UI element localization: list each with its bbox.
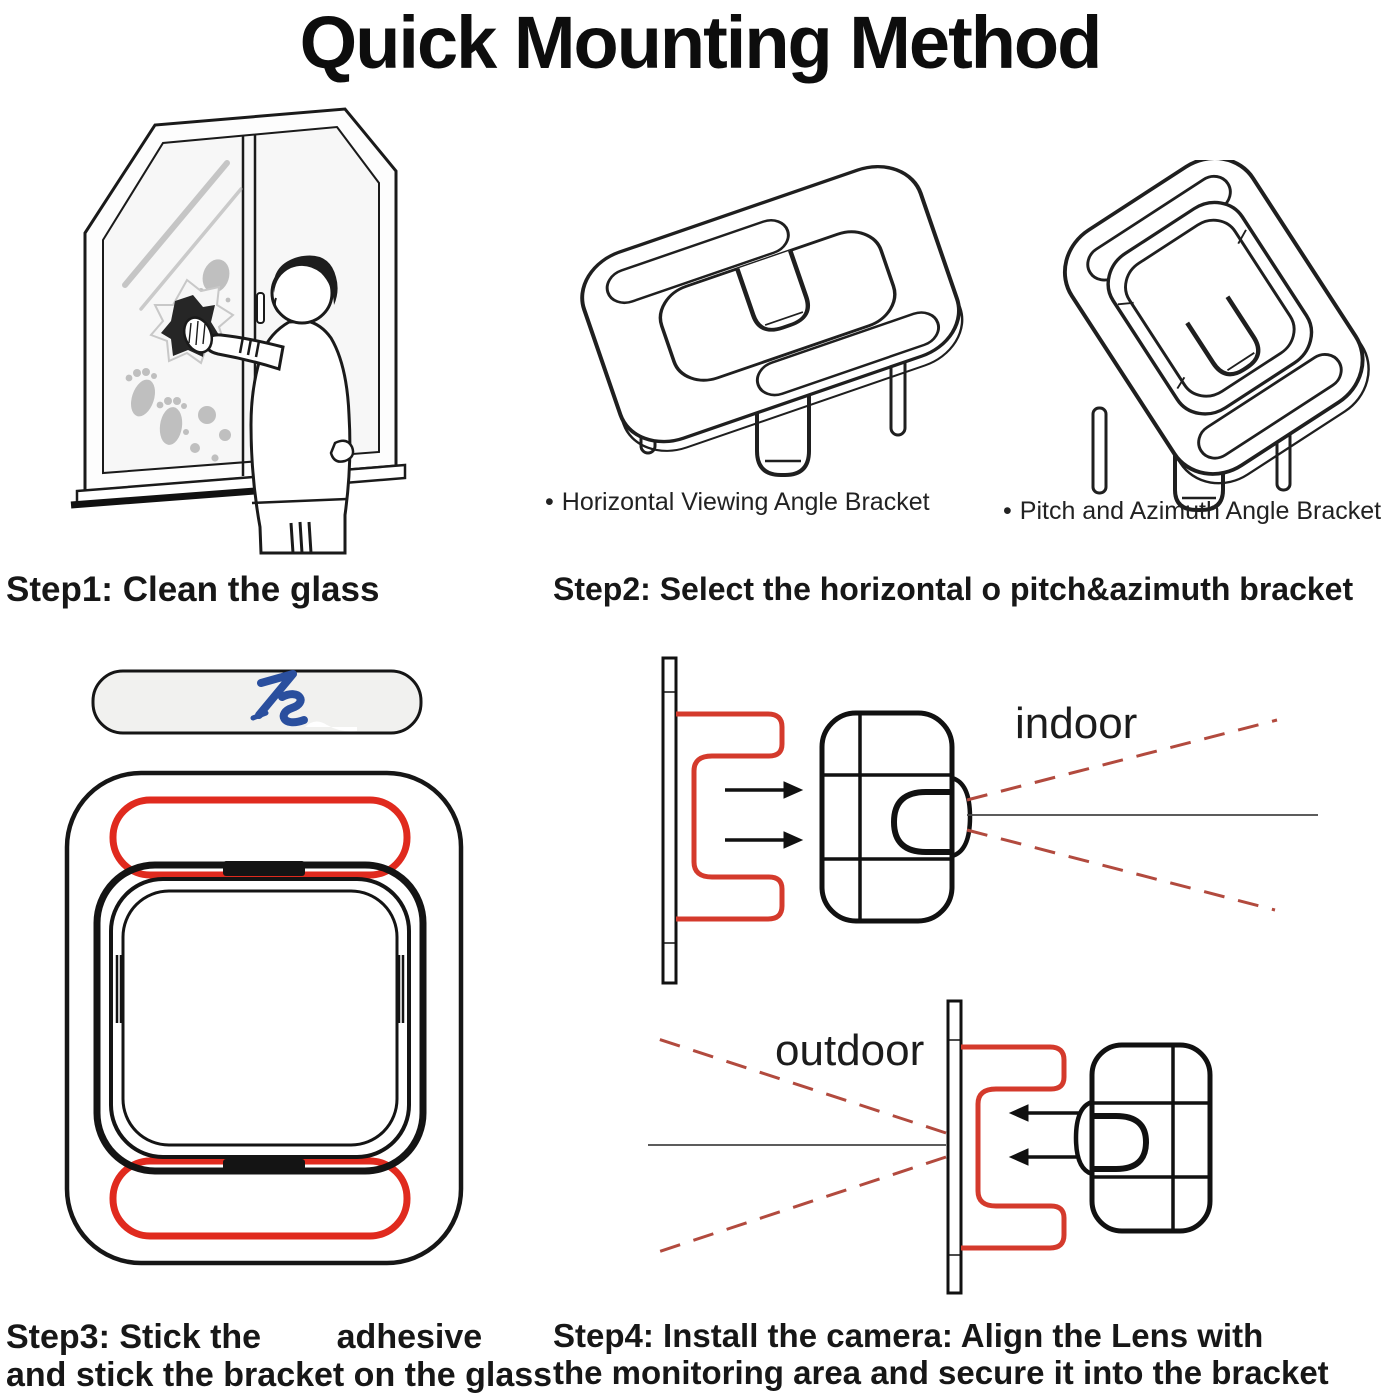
- camera-side-view: [822, 713, 970, 921]
- outdoor-label: outdoor: [775, 1026, 925, 1075]
- insert-arrows: [725, 782, 802, 848]
- step3-caption: Step3: Stick the adhesive and stick the bracket on the glass: [6, 1318, 553, 1395]
- step3-illustration: [55, 655, 485, 1300]
- bracket2-label: • Pitch and Azimuth Angle Bracket: [1003, 497, 1382, 525]
- adhesive-strip: [93, 671, 421, 733]
- indoor-label: indoor: [1015, 699, 1138, 748]
- bracket1-label: • Horizontal Viewing Angle Bracket: [545, 488, 930, 516]
- bullet-icon: •: [1003, 497, 1012, 525]
- step1-caption: Step1: Clean the glass: [6, 570, 380, 609]
- outdoor-mounting-diagram: [630, 985, 1400, 1310]
- pitch-azimuth-bracket-illustration: [1025, 160, 1400, 515]
- glass-pane: [948, 1001, 961, 1293]
- bracket-profile: [961, 1047, 1064, 1248]
- page-title: Quick Mounting Method: [299, 1, 1101, 84]
- insert-arrows: [1010, 1105, 1082, 1165]
- step1-illustration: [55, 95, 485, 555]
- bracket-front-view: [67, 773, 461, 1263]
- bullet-icon: •: [545, 488, 554, 516]
- bracket-profile: [676, 714, 782, 919]
- indoor-mounting-diagram: [630, 650, 1400, 995]
- step4-caption: Step4: Install the camera: Align the Lens with the monitoring area and secure it into the bracket: [553, 1317, 1329, 1391]
- view-cone: [967, 720, 1318, 910]
- camera-side-view: [1076, 1045, 1210, 1231]
- window-drawing: [71, 109, 405, 505]
- step2-caption: Step2: Select the horizontal o pitch&azimuth bracket: [553, 571, 1354, 607]
- horizontal-bracket-illustration: [545, 155, 995, 495]
- bracket-frame: [570, 155, 974, 464]
- glass-pane: [663, 658, 676, 983]
